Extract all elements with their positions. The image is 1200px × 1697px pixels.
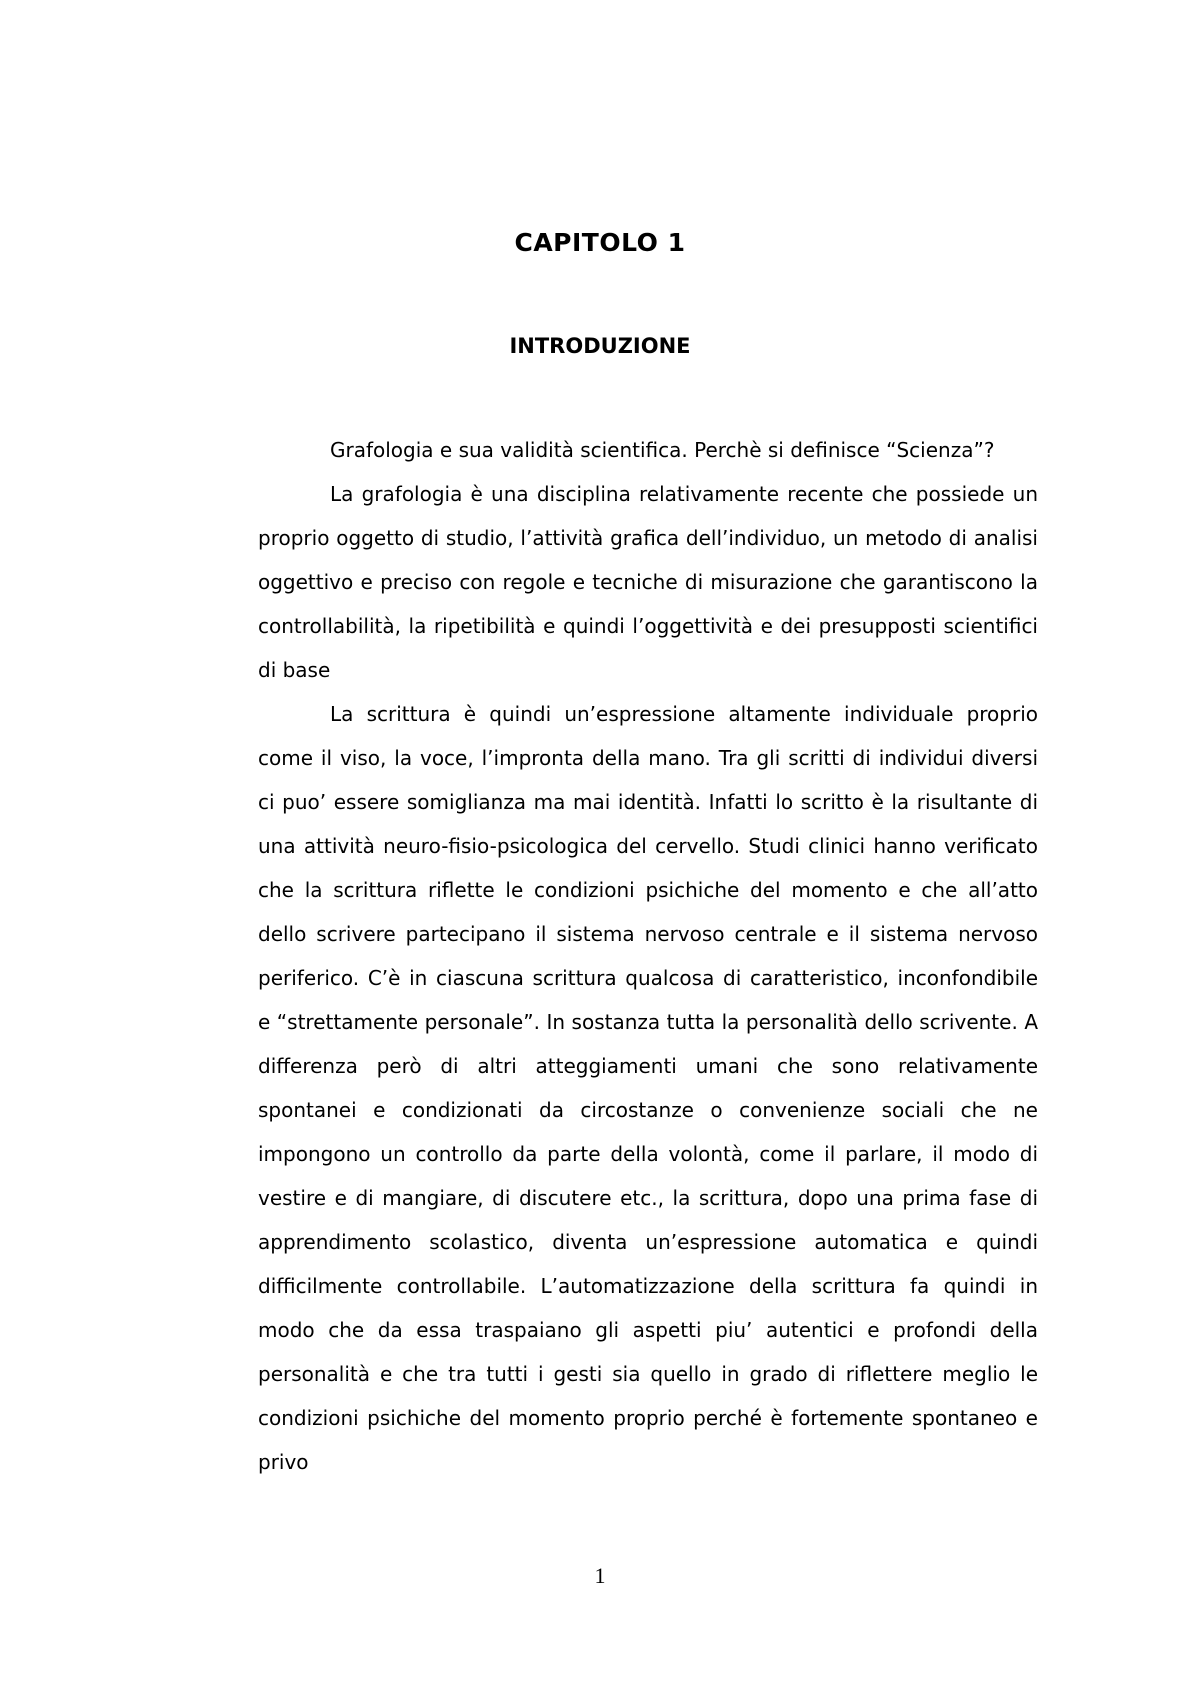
page-number: 1 xyxy=(594,1563,606,1588)
paragraph-grafologia: La grafologia è una disciplina relativamente recente che possiede un proprio oggetto di studio, l’attività grafica dell’individuo, un metodo di analisi oggettivo e preciso con regole e tecniche di misurazione che garantiscono la controllabilità, la ripetibilità e quindi l’oggettività e dei presupposti scientifici di base xyxy=(258,482,1038,682)
chapter-title: CAPITOLO 1 xyxy=(514,228,686,257)
section-title: INTRODUZIONE xyxy=(509,334,691,358)
paragraph-subtitle: Grafologia e sua validità scientifica. Perchè si definisce “Scienza”? xyxy=(330,438,995,462)
paragraph-scrittura: La scrittura è quindi un’espressione altamente individuale proprio come il viso, la voce, l’impronta della mano. Tra gli scritti di individui diversi ci puo’ essere somiglianza ma mai identità. Infatti lo scritto è la risultante di una attività neuro-fisio-psicologica del cervello. Studi clinici hanno verificato che la scrittura riflette le condizioni psichiche del momento e che all’atto dello scrivere partecipano il sistema nervoso centrale e il sistema nervoso periferico. C’è in ciascuna scrittura qualcosa di caratteristico, inconfondibile e “strettamente personale”. In sostanza tutta la personalità dello scrivente. A differenza però di altri atteggiamenti umani che sono relativamente spontanei e condizionati da circostanze o convenienze sociali che ne impongono un controllo da parte della volontà, come il parlare, il modo di vestire e di mangiare, di discutere etc., la scrittura, dopo una prima fase di apprendimento scolastico, diventa un’espressione automatica e quindi difficilmente controllabile. L’automatizzazione della scrittura fa quindi in modo che da essa traspaiano gli aspetti piu’ autentici e profondi della personalità e che tra tutti i gesti sia quello in grado di riflettere meglio le condizioni psichiche del momento proprio perché è fortemente spontaneo e privo xyxy=(258,702,1038,1474)
body-text xyxy=(258,428,1038,1484)
